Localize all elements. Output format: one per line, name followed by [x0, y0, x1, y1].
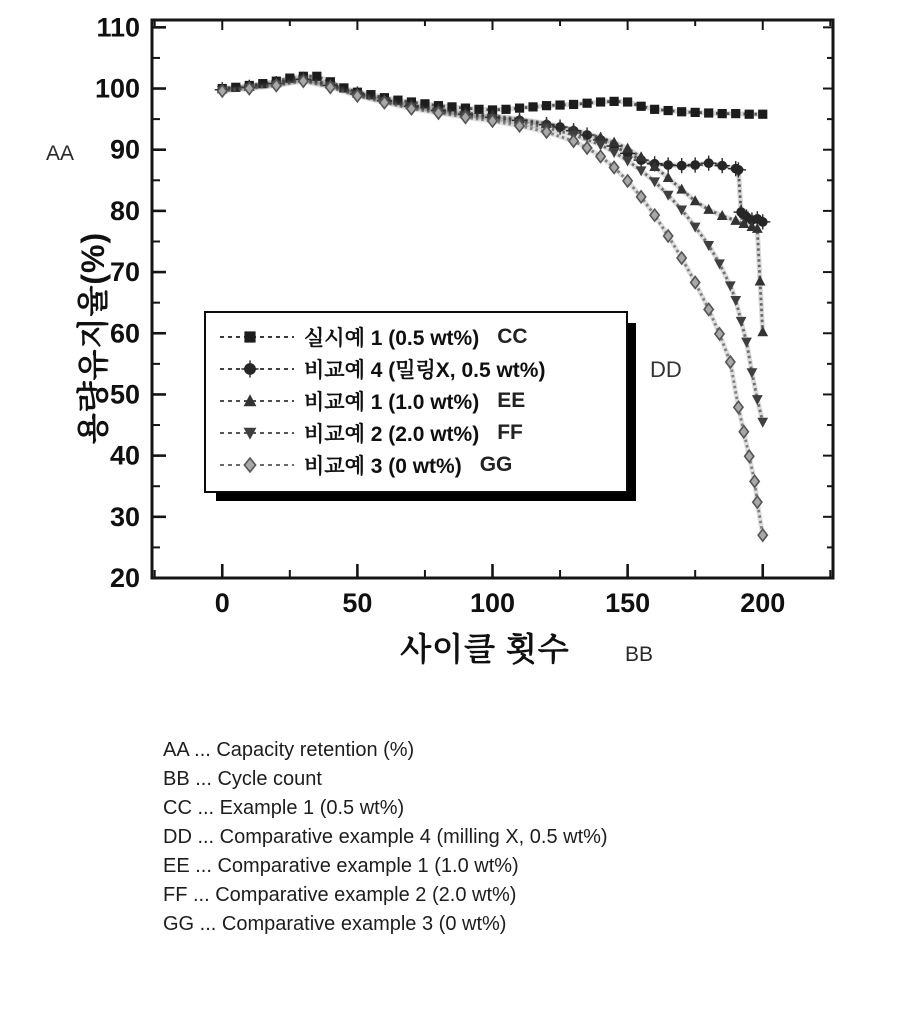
y-tick-label: 80 [109, 195, 140, 226]
x-tick-label: 100 [469, 588, 516, 618]
bb-ref-label: BB [625, 643, 654, 666]
x-tick-label: 150 [605, 588, 651, 618]
y-tick-label: 20 [109, 563, 140, 593]
series-DD [215, 72, 771, 230]
legend-row [218, 321, 616, 353]
y-tick-label: 90 [109, 134, 140, 165]
legend-series-label: 비교예 2 (2.0 wt%) [304, 423, 480, 446]
legend-row [218, 385, 616, 417]
triangle-down-marker-icon [218, 421, 296, 445]
x-axis-title: 사이클 횟수 [400, 631, 570, 667]
x-tick-label: 50 [342, 588, 373, 618]
y-tick-label: 30 [109, 501, 140, 532]
legend-code-cc: CC [497, 325, 528, 348]
legend-code-ee: EE [497, 389, 526, 412]
plot-frame [152, 20, 833, 578]
legend-series-label: 비교예 3 (0 wt%) [304, 455, 462, 478]
annotation-line: FF ... Comparative example 2 (2.0 wt%) [163, 884, 517, 906]
x-tick-label: 200 [740, 588, 786, 618]
y-tick-label: 40 [109, 440, 140, 471]
legend-series-label: 비교예 1 (1.0 wt%) [304, 391, 480, 414]
legend-code-dd: DD [650, 357, 682, 382]
annotation-line: CC ... Example 1 (0.5 wt%) [163, 797, 405, 819]
legend-code-ff: FF [497, 421, 523, 444]
annotation-line: DD ... Comparative example 4 (milling X, 0.5 wt%) [163, 826, 608, 848]
circle-marker-icon [218, 357, 296, 381]
legend-box [204, 311, 628, 493]
y-tick-label: 50 [109, 379, 140, 410]
y-tick-label: 110 [96, 12, 140, 43]
y-tick-label: 60 [109, 318, 140, 349]
x-tick-label: 0 [214, 588, 230, 618]
y-tick-label: 70 [109, 257, 140, 288]
annotation-key-list [163, 736, 608, 939]
diamond-marker-icon [218, 453, 296, 477]
legend-row [218, 449, 616, 481]
annotation-line: GG ... Comparative example 3 (0 wt%) [163, 913, 507, 935]
legend-code-gg: GG [479, 453, 513, 476]
square-marker-icon [218, 325, 296, 349]
y-axis-title: 용량유지율(%) [75, 231, 111, 445]
y-tick-label: 100 [94, 73, 140, 104]
legend-series-label: 실시예 1 (0.5 wt%) [304, 327, 480, 350]
legend-row [218, 417, 616, 449]
annotation-line: EE ... Comparative example 1 (1.0 wt%) [163, 855, 519, 877]
legend-series-label: 비교예 4 (밀링X, 0.5 wt%) [304, 359, 546, 382]
annotation-line: BB ... Cycle count [163, 768, 322, 790]
aa-ref-label: AA [45, 142, 75, 165]
annotation-line: AA ... Capacity retention (%) [163, 739, 415, 761]
legend-row [218, 353, 616, 385]
triangle-up-marker-icon [218, 389, 296, 413]
